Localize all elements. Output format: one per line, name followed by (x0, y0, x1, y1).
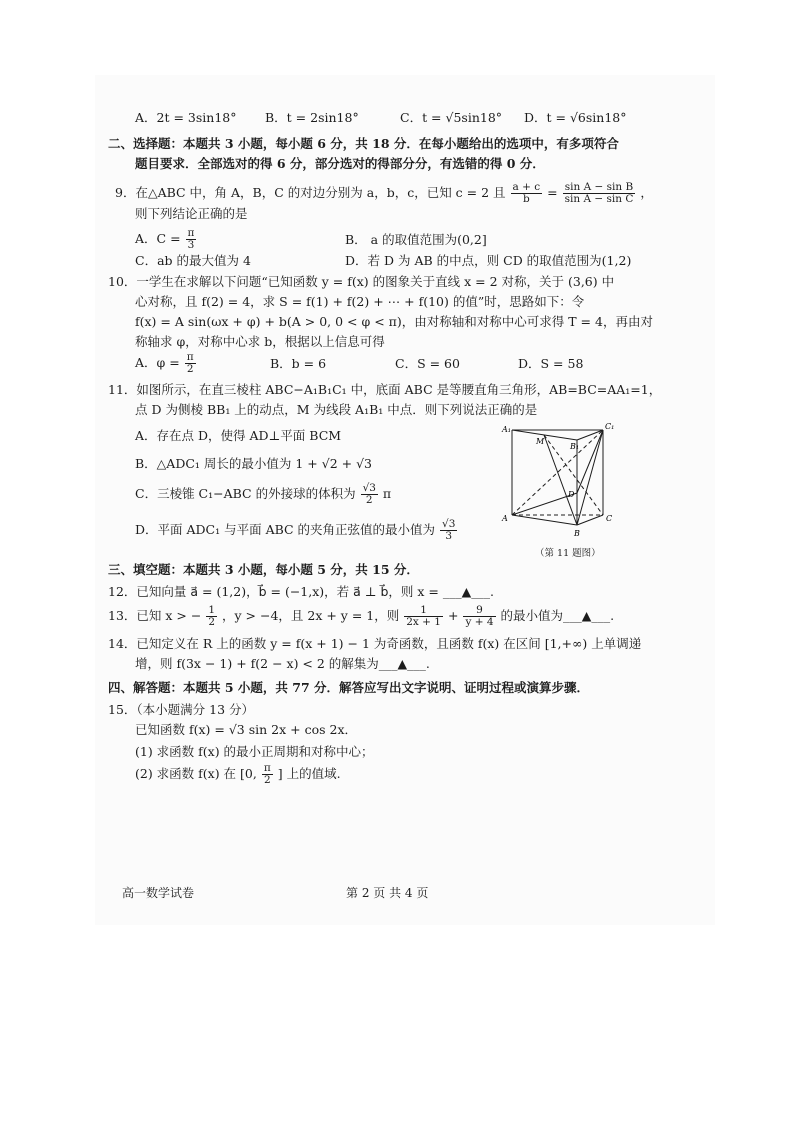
label-m: M (536, 437, 545, 446)
q11-option-d-fraction (440, 519, 457, 542)
q15-part2-fraction (262, 763, 273, 786)
q8-option-d: D．t = √6sin18° (524, 110, 627, 125)
label-c1: C₁ (605, 422, 615, 431)
edge-b-c (577, 515, 603, 525)
q8-option-c: C．t = √5sin18° (400, 110, 503, 125)
q11-option-c-numerator: √3 (362, 482, 376, 494)
q10-line4: 称轴求 φ，对称中心求 b，根据以上信息可得 (135, 334, 385, 349)
q11-line2: 点 D 为侧棱 BB₁ 上的动点，M 为线段 A₁B₁ 中点．则下列说法正确的是 (135, 402, 538, 417)
q9-option-a-prefix: A．C = (135, 231, 181, 246)
q13-fraction2 (463, 605, 495, 628)
q15-given: 已知函数 f(x) = √3 sin 2x + cos 2x． (135, 722, 357, 737)
q10-option-a (135, 352, 197, 375)
label-b: B (574, 529, 580, 538)
q13-suffix: 的最小值为___▲___. (500, 608, 615, 623)
q8-option-b: B．t = 2sin18° (265, 110, 359, 125)
q10-option-a-numerator: π (186, 351, 194, 363)
q15-part1: (1) 求函数 f(x) 的最小正周期和对称中心； (135, 744, 374, 759)
q9-frac1-denominator: b (522, 193, 530, 205)
q11-prism-figure (500, 420, 618, 560)
q10-option-a-prefix: A．φ = (135, 355, 180, 370)
q12-text: 12．已知向量 a⃗ = (1,2)，b⃗ = (−1,x)，若 a⃗ ⊥ b⃗，则 x = ___▲___. (108, 584, 494, 599)
section2-heading-line2: 题目要求．全部选对的得 6 分，部分选对的得部分分，有选错的得 0 分． (135, 156, 545, 171)
q9-option-a-denominator: 3 (187, 239, 195, 251)
q11-option-d-prefix: D．平面 ADC₁ 与平面 ABC 的夹角正弦值的最小值为 (135, 522, 436, 537)
q10-option-a-fraction (185, 352, 196, 375)
q9-frac2-numerator: sin A − sin B (563, 182, 636, 194)
section3-heading: 三、填空题：本题共 3 小题，每小题 5 分，共 15 分． (108, 562, 419, 577)
q11-option-d-numerator: √3 (442, 518, 456, 530)
segment-c1-b (577, 430, 603, 525)
q13-fraction1-numerator: 1 (404, 605, 443, 617)
q10-option-c: C．S = 60 (395, 356, 460, 371)
q9-fraction-left (511, 182, 543, 205)
q11-option-c-suffix: π (382, 486, 392, 501)
q15-part2-denominator: 2 (263, 774, 271, 786)
q10-option-b: B．b = 6 (270, 356, 327, 371)
q10-option-a-denominator: 2 (186, 363, 194, 375)
q11-option-c-prefix: C．三棱锥 C₁−ABC 的外接球的体积为 (135, 486, 356, 501)
q13-fraction1 (404, 605, 443, 628)
section2-heading-line1: 二、选择题：本题共 3 小题，每小题 6 分，共 18 分．在每小题给出的选项中，有多项符合 (108, 136, 619, 151)
q9-frac1-numerator: a + c (512, 181, 541, 193)
q13-x-denominator: 2 (208, 616, 215, 628)
q13-plus: + (447, 608, 459, 623)
q9-equals: = (547, 185, 558, 200)
q8-option-a: A．2t = 3sin18° (135, 110, 237, 125)
label-a1: A₁ (502, 425, 511, 434)
q14-line1: 14．已知定义在 R 上的函数 y = f(x + 1) − 1 为奇函数，且函数 f(x) 在区间 [1,+∞) 上单调递 (108, 636, 642, 651)
q9-option-a-numerator: π (187, 227, 195, 239)
label-d: D (568, 490, 575, 499)
q13-prefix: 13．已知 x > − (108, 608, 202, 623)
q13-condition: ，y > −4，且 2x + y = 1，则 (221, 608, 400, 623)
q11-option-d (135, 518, 458, 542)
q9-fraction-right (563, 182, 636, 205)
q11-prism-diagram (500, 420, 618, 544)
q10-line1: 10．一学生在求解以下问题“已知函数 y = f(x) 的图象关于直线 x = 2 对称，关于 (3,6) 中 (108, 274, 615, 289)
q11-figure-caption: （第 11 题图） (535, 548, 601, 559)
section4-heading: 四、解答题：本题共 5 小题，共 77 分．解答应写出文字说明、证明过程或演算步骤． (108, 680, 590, 695)
q14-line2: 增，则 f(3x − 1) + f(2 − x) < 2 的解集为___▲___. (135, 656, 430, 671)
q9-stem-line2: 则下列结论正确的是 (135, 206, 248, 221)
q9-option-a-fraction (186, 228, 197, 251)
q11-line1: 11．如图所示，在直三棱柱 ABC−A₁B₁C₁ 中，底面 ABC 是等腰直角三角形，AB=BC=AA₁=1， (108, 382, 662, 397)
q13-text (108, 604, 614, 628)
q9-frac2-denominator: sin A − sin C (564, 193, 634, 205)
footer-page-number: 第 2 页 共 4 页 (346, 886, 429, 900)
q10-line2: 心对称，且 f(2) = 4，求 S = f(1) + f(2) + ⋯ + f(10) 的值”时，思路如下：令 (135, 294, 585, 309)
q13-fraction2-denominator: y + 4 (465, 616, 494, 628)
q13-fraction1-denominator: 2x + 1 (406, 616, 441, 628)
label-b1: B₁ (570, 442, 580, 451)
footer-exam-title: 高一数学试卷 (122, 886, 195, 900)
q11-option-a: A．存在点 D，使得 AD⊥平面 BCM (135, 428, 342, 443)
q9-option-b: B． a 的取值范围为(0,2] (345, 232, 487, 247)
q9-stem-suffix: ， (640, 185, 653, 200)
q10-line3: f(x) = A sin(ωx + φ) + b(A > 0, 0 < φ < π)，由对称轴和对称中心可求得 T = 4，再由对 (135, 314, 653, 329)
q9-stem-prefix: 9．在△ABC 中，角 A，B，C 的对边分别为 a，b，c，已知 c = 2 且 (115, 185, 506, 200)
segment-d-c1 (577, 430, 603, 493)
q11-option-b: B．△ADC₁ 周长的最小值为 1 + √2 + √3 (135, 456, 372, 471)
q13-x-numerator: 1 (208, 604, 215, 616)
q9-option-c: C．ab 的最大值为 4 (135, 253, 251, 268)
label-a: A (502, 514, 508, 523)
q15-part2-numerator: π (263, 762, 271, 774)
q13-fraction2-numerator: 9 (463, 605, 495, 617)
q11-option-d-denominator: 3 (445, 530, 453, 542)
label-c: C (606, 514, 613, 523)
q15-part2 (135, 762, 341, 786)
q10-option-d: D．S = 58 (518, 356, 584, 371)
q11-option-c-denominator: 2 (365, 494, 373, 506)
q15-part2-suffix: ] 上的值域. (277, 766, 341, 781)
q9-option-d: D．若 D 为 AB 的中点，则 CD 的取值范围为(1,2) (345, 253, 632, 268)
q9-stem (115, 180, 653, 206)
q15-part2-prefix: (2) 求函数 f(x) 在 [0, (135, 766, 257, 781)
q9-option-a (135, 228, 197, 251)
q11-option-c (135, 482, 391, 506)
q13-x-bound-fraction (206, 605, 217, 628)
edge-a-b (512, 515, 577, 525)
q15-header: 15．（本小题满分 13 分） (108, 702, 255, 717)
q11-option-c-fraction (361, 483, 378, 506)
